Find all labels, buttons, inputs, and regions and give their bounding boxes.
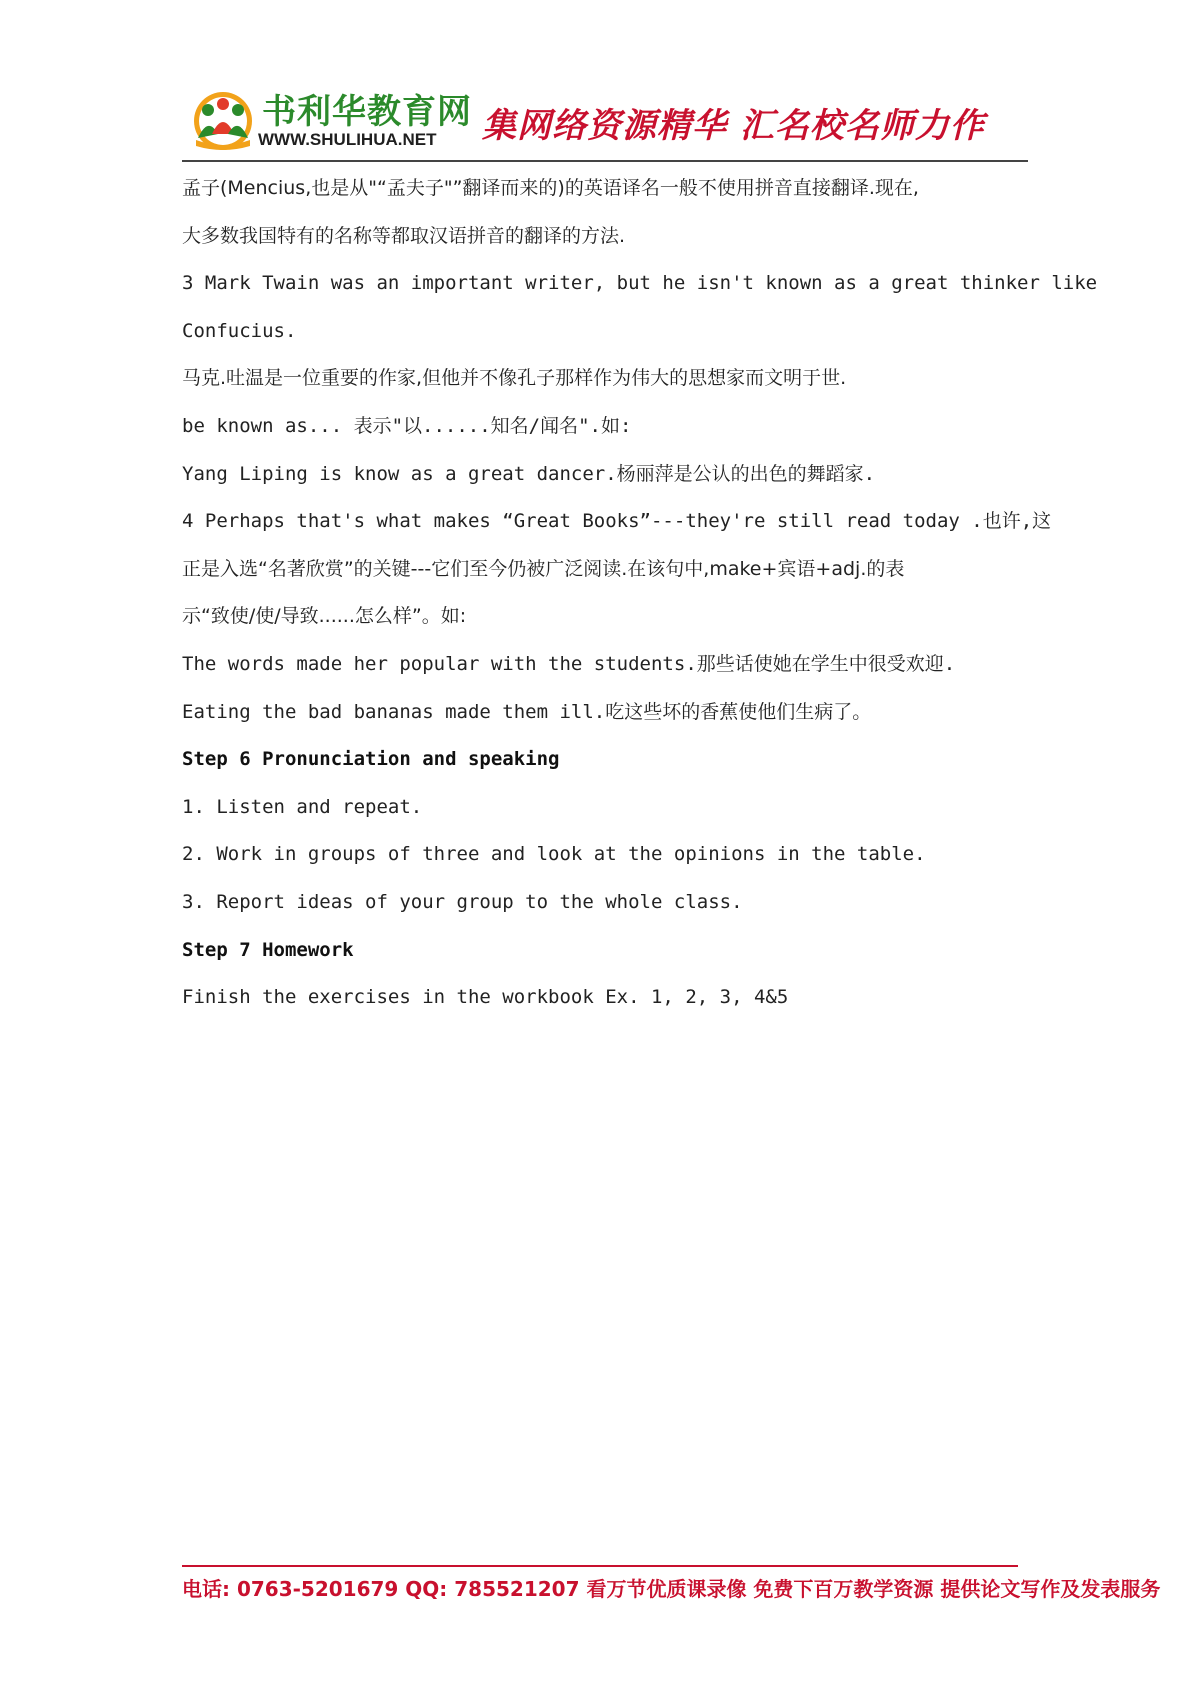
list-item: 1. Listen and repeat. [182, 795, 423, 818]
text-line: 大多数我国特有的名称等都取汉语拼音的翻译的方法. [182, 224, 626, 247]
document-body [182, 165, 1098, 1022]
site-logo[interactable] [182, 84, 472, 154]
header-slogan: 集网络资源精华 汇名校名师力作 [482, 106, 985, 146]
brand-name: 书利华教育网 [262, 92, 472, 132]
people-circle-logo-icon [190, 88, 256, 150]
text-line: be known as... 表示"以......知名/闻名".如: [182, 414, 632, 437]
text-line: Confucius. [182, 319, 297, 342]
text-line: 示“致使/使/导致......怎么样”。如: [182, 605, 467, 628]
text-line: 孟子(Mencius,也是从"“孟夫子"”翻译而来的)的英语译名一般不使用拼音直接翻译.现在, [182, 177, 919, 199]
list-item: 3. Report ideas of your group to the whole class. [182, 890, 743, 913]
header-divider [182, 160, 1028, 162]
text-line: 正是入选“名著欣赏”的关键---它们至今仍被广泛阅读.在该句中,make+宾语+adj.的表 [182, 557, 905, 580]
footer-divider [182, 1565, 1018, 1567]
brand-url[interactable]: WWW.SHULIHUA.NET [258, 130, 437, 149]
list-item: 2. Work in groups of three and look at the opinions in the table. [182, 843, 926, 866]
text-line: 4 Perhaps that's what makes “Great Books”---they're still read today .也许,这 [182, 510, 1052, 533]
text-line: Eating the bad bananas made them ill.吃这些坏的香蕉使他们生病了。 [182, 700, 872, 723]
text-line: The words made her popular with the students.那些话使她在学生中很受欢迎. [182, 652, 956, 675]
text-line: 3 Mark Twain was an important writer, but he isn't known as a great thinker like [182, 272, 1098, 295]
section-heading-step-7: Step 7 Homework [182, 938, 354, 961]
homework-text: Finish the exercises in the workbook Ex. 1, 2, 3, 4&5 [182, 986, 789, 1009]
text-line: Yang Liping is know as a great dancer.杨丽萍是公认的出色的舞蹈家. [182, 462, 876, 485]
page-header [182, 84, 1028, 158]
section-heading-step-6: Step 6 Pronunciation and speaking [182, 748, 560, 771]
page-footer: 电话: 0763-5201679 QQ: 785521207 看万节优质课录像 免费下百万教学资源 提供论文写作及发表服务 [182, 1577, 1161, 1601]
text-line: 马克.吐温是一位重要的作家,但他并不像孔子那样作为伟大的思想家而文明于世. [182, 367, 847, 390]
